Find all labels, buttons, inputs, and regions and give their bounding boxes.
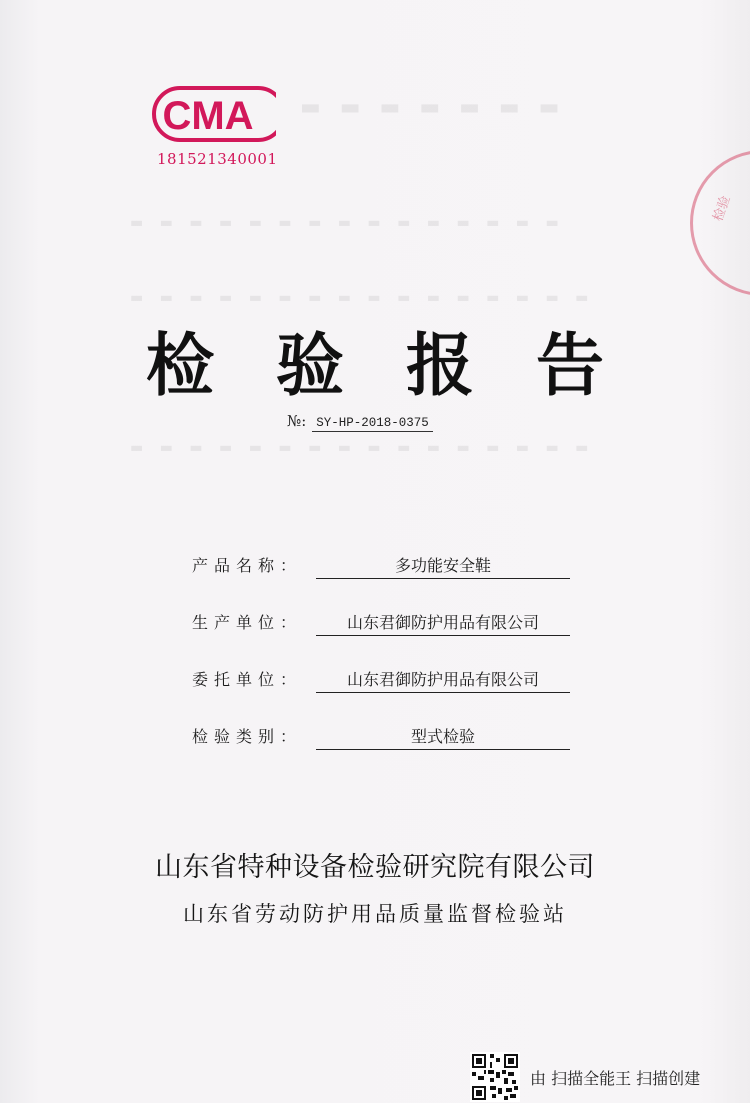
field-label: 生产单位： xyxy=(192,613,303,632)
field-value: 山东君御防护用品有限公司 xyxy=(316,610,570,636)
report-number-value: SY-HP-2018-0375 xyxy=(312,416,433,432)
cma-logo xyxy=(150,84,276,144)
report-number-label: №: xyxy=(287,412,307,430)
cma-cert-number: 181521340001 xyxy=(157,150,278,168)
field-label: 产品名称： xyxy=(192,556,303,575)
field-label: 委托单位： xyxy=(192,670,303,689)
issuing-organization: 山东省特种设备检验研究院有限公司 xyxy=(155,852,595,883)
field-value: 山东君御防护用品有限公司 xyxy=(316,667,570,693)
show-through-text: ▬ ▬ ▬ ▬ ▬ ▬ ▬ ▬ ▬ ▬ ▬ ▬ ▬ ▬ ▬ ▬ xyxy=(130,440,595,456)
qr-code-icon xyxy=(470,1052,520,1102)
show-through-text: ▬ ▬ ▬ ▬ ▬ ▬ ▬ ▬ ▬ ▬ ▬ ▬ ▬ ▬ ▬ xyxy=(130,215,565,231)
show-through-text: ▬ ▬ ▬ ▬ ▬ ▬ ▬ xyxy=(300,95,566,120)
show-through-text: ▬ ▬ ▬ ▬ ▬ ▬ ▬ ▬ ▬ ▬ ▬ ▬ ▬ ▬ ▬ ▬ xyxy=(130,290,595,306)
field-label: 检验类别： xyxy=(192,727,303,746)
official-seal xyxy=(690,150,750,296)
field-value: 型式检验 xyxy=(316,724,570,750)
issuing-station: 山东省劳动防护用品质量监督检验站 xyxy=(183,902,567,926)
report-number xyxy=(287,412,433,430)
report-title: 检验报告 xyxy=(145,326,666,406)
field-value: 多功能安全鞋 xyxy=(316,553,570,579)
cma-logo-text: CMA xyxy=(162,94,254,138)
scanner-watermark-text: 由 扫描全能王 扫描创建 xyxy=(530,1069,701,1088)
seal-text: 检验 xyxy=(710,193,734,224)
